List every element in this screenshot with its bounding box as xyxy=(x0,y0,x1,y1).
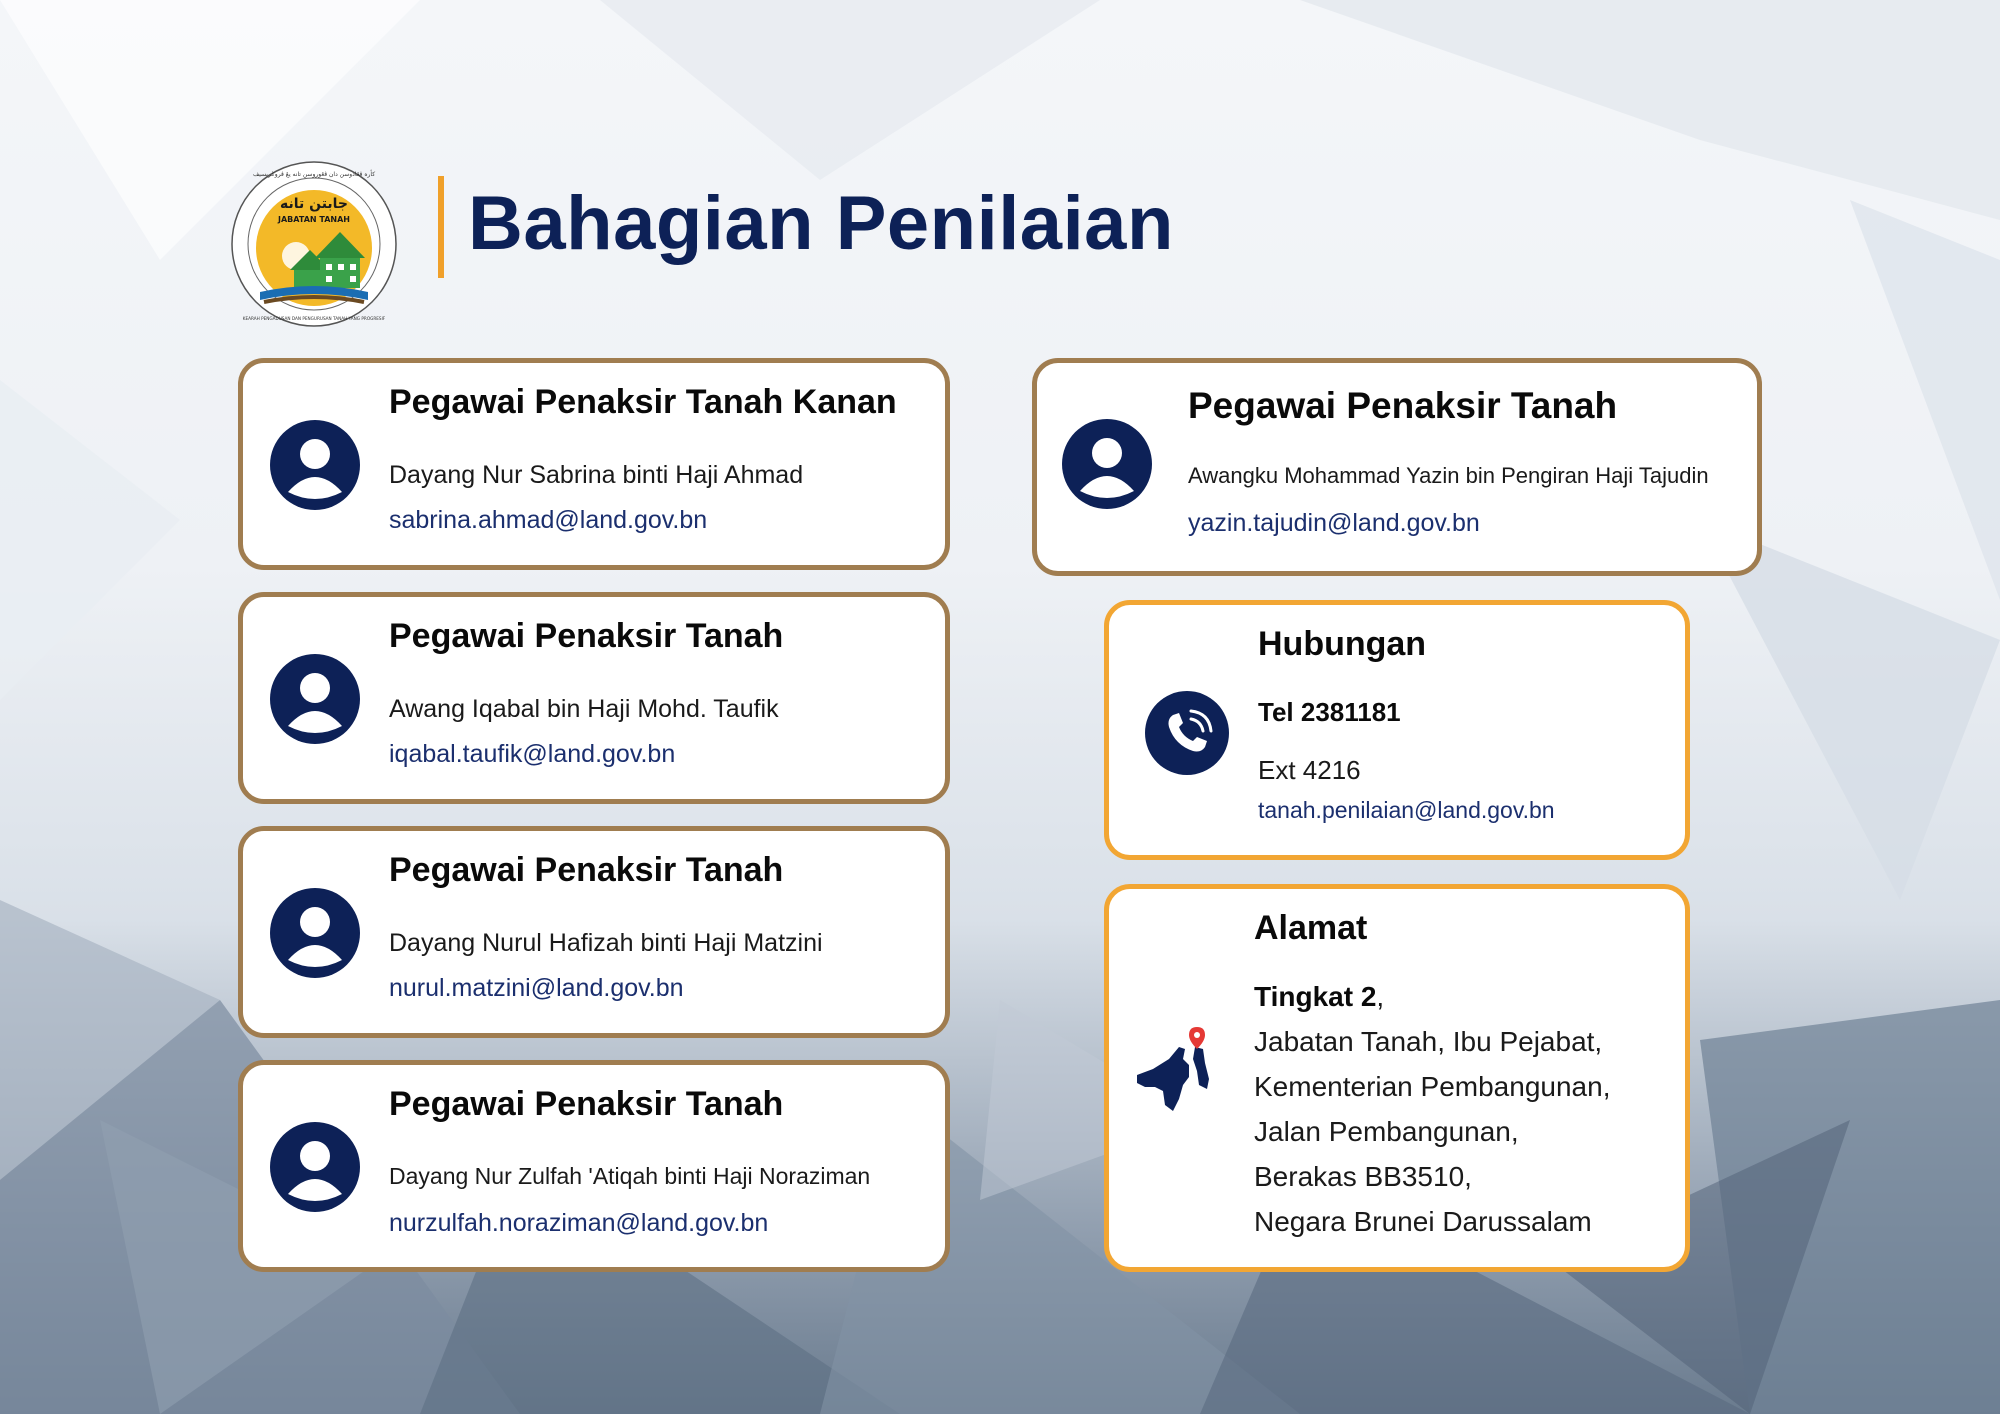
officer-email[interactable]: iqabal.taufik@land.gov.bn xyxy=(389,740,676,768)
location-pin-icon xyxy=(1189,1027,1205,1049)
officer-email[interactable]: nurul.matzini@land.gov.bn xyxy=(389,974,684,1002)
address-line: Jabatan Tanah, Ibu Pejabat, xyxy=(1254,1026,1603,1057)
officer-name: Awang Iqabal bin Haji Mohd. Taufik xyxy=(389,695,779,723)
contact-title: Hubungan xyxy=(1258,625,1427,663)
officer-card-3 xyxy=(238,826,950,1038)
officer-title: Pegawai Penaksir Tanah xyxy=(389,1085,784,1123)
officer-name: Dayang Nur Sabrina binti Haji Ahmad xyxy=(389,461,804,489)
logo-label: JABATAN TANAH xyxy=(278,215,350,224)
user-avatar-icon xyxy=(270,420,360,510)
brunei-map-icon xyxy=(1133,1025,1233,1115)
contact-tel: Tel 2381181 xyxy=(1258,697,1401,727)
address-line: Jalan Pembangunan, xyxy=(1254,1116,1519,1147)
logo-arabic-text: جابتن تانه xyxy=(279,196,349,212)
user-avatar-icon xyxy=(1062,419,1152,509)
contact-card xyxy=(1104,600,1690,860)
officer-name: Dayang Nurul Hafizah binti Haji Matzini xyxy=(389,929,823,957)
officer-title: Pegawai Penaksir Tanah xyxy=(1188,385,1618,426)
address-floor: Tingkat 2 xyxy=(1254,981,1377,1012)
officer-title: Pegawai Penaksir Tanah xyxy=(389,851,784,889)
officer-email[interactable]: yazin.tajudin@land.gov.bn xyxy=(1188,509,1480,537)
page-title: Bahagian Penilaian xyxy=(468,181,1174,266)
address-line: Negara Brunei Darussalam xyxy=(1254,1206,1592,1237)
user-avatar-icon xyxy=(270,1122,360,1212)
address-floor-punct: , xyxy=(1376,981,1385,1012)
jabatan-tanah-logo xyxy=(230,160,398,328)
officer-card-4 xyxy=(238,1060,950,1272)
address-line: Kementerian Pembangunan, xyxy=(1254,1071,1611,1102)
officer-name: Awangku Mohammad Yazin bin Pengiran Haji Tajudin xyxy=(1188,463,1709,488)
officer-card-1 xyxy=(238,358,950,570)
header-accent-bar xyxy=(438,176,444,278)
address-card xyxy=(1104,884,1690,1272)
officer-email[interactable]: sabrina.ahmad@land.gov.bn xyxy=(389,506,708,534)
address-line: Berakas BB3510, xyxy=(1254,1161,1472,1192)
logo-ring-text: KEARAH PENGADUSAN DAN PENGURUSAN TANAH YANG PROGRESIF xyxy=(242,316,386,321)
contact-email[interactable]: tanah.penilaian@land.gov.bn xyxy=(1258,797,1555,823)
officer-title: Pegawai Penaksir Tanah xyxy=(389,617,784,655)
logo-ring-arabic: كأره ڤڠادوسن دان ڤڠوروسن تانه يڠ ڤروݢريسيف xyxy=(252,171,376,178)
address-title: Alamat xyxy=(1254,909,1368,947)
phone-icon xyxy=(1145,691,1229,775)
officer-card-5 xyxy=(1032,358,1762,576)
user-avatar-icon xyxy=(270,654,360,744)
contact-ext: Ext 4216 xyxy=(1258,755,1361,785)
officer-card-2 xyxy=(238,592,950,804)
officer-name: Dayang Nur Zulfah 'Atiqah binti Haji Noraziman xyxy=(389,1163,871,1189)
user-avatar-icon xyxy=(270,888,360,978)
officer-email[interactable]: nurzulfah.noraziman@land.gov.bn xyxy=(389,1209,769,1237)
address-line-1 xyxy=(1254,981,1384,1013)
officer-title: Pegawai Penaksir Tanah Kanan xyxy=(389,383,897,421)
